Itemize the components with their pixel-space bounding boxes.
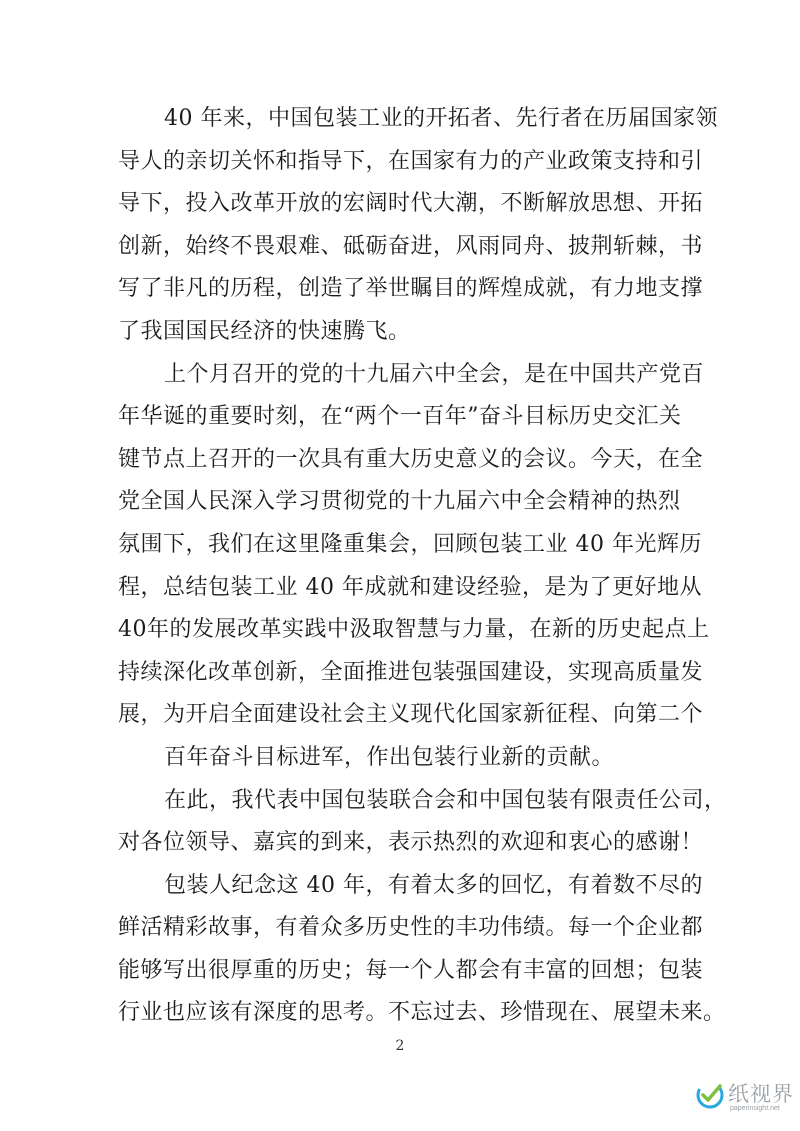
text-line: 持续深化改革创新，全面推进包装强国建设，实现高质量发 (118, 659, 704, 685)
watermark-url: paperinsight.net (730, 1105, 780, 1112)
text-line: 40年的发展改革实践中汲取智慧与力量，在新的历史起点上 (118, 617, 710, 643)
text-line: 40 年来，中国包装工业的开拓者、先行者在历届国家领 (164, 106, 718, 131)
text-line: 百年奋斗目标进军，作出包装行业新的贡献。 (164, 744, 615, 770)
text-line: 对各位领导、嘉宾的到来，表示热烈的欢迎和衷心的感谢！ (118, 830, 704, 856)
text-line: 了我国国民经济的快速腾飞。 (118, 318, 411, 344)
text-line: 键节点上召开的一次具有重大历史意义的会议。今天，在全 (118, 446, 704, 472)
text-line: 在此，我代表中国包装联合会和中国包装有限责任公司， (164, 787, 727, 813)
body-text (118, 98, 727, 1035)
text-line: 年华诞的重要时刻，在“两个一百年”奋斗目标历史交汇关 (118, 404, 682, 430)
text-line: 程，总结包装工业 40 年成就和建设经验，是为了更好地从 (118, 574, 702, 600)
text-line: 创新，始终不畏艰难、砥砺奋进，风雨同舟、披荆斩棘，书 (118, 233, 704, 259)
text-line: 写了非凡的历程，创造了举世瞩目的辉煌成就，有力地支撑 (118, 276, 704, 302)
text-line: 上个月召开的党的十九届六中全会，是在中国共产党百 (164, 361, 705, 387)
paperinsight-logo-icon (694, 1078, 728, 1112)
watermark-name: 纸视界 (728, 1082, 794, 1106)
watermark (694, 1072, 794, 1122)
text-line: 鲜活精彩故事，有着众多历史性的丰功伟绩。每一个企业都 (118, 915, 704, 941)
text-line: 行业也应该有深度的思考。不忘过去、珍惜现在、展望未来。 (118, 1000, 726, 1026)
text-line: 展，为开启全面建设社会主义现代化国家新征程、向第二个 (118, 702, 704, 728)
text-line: 能够写出很厚重的历史；每一个人都会有丰富的回想；包装 (118, 957, 704, 983)
text-line: 导人的亲切关怀和指导下，在国家有力的产业政策支持和引 (118, 148, 704, 174)
page-number: 2 (395, 1038, 405, 1054)
text-line: 党全国人民深入学习贯彻党的十九届六中全会精神的热烈 (118, 489, 681, 515)
text-line: 氛围下，我们在这里隆重集会，回顾包装工业 40 年光辉历 (118, 531, 702, 557)
text-line: 导下，投入改革开放的宏阔时代大潮，不断解放思想、开拓 (118, 191, 704, 217)
text-line: 包装人纪念这 40 年，有着太多的回忆，有着数不尽的 (164, 872, 703, 898)
